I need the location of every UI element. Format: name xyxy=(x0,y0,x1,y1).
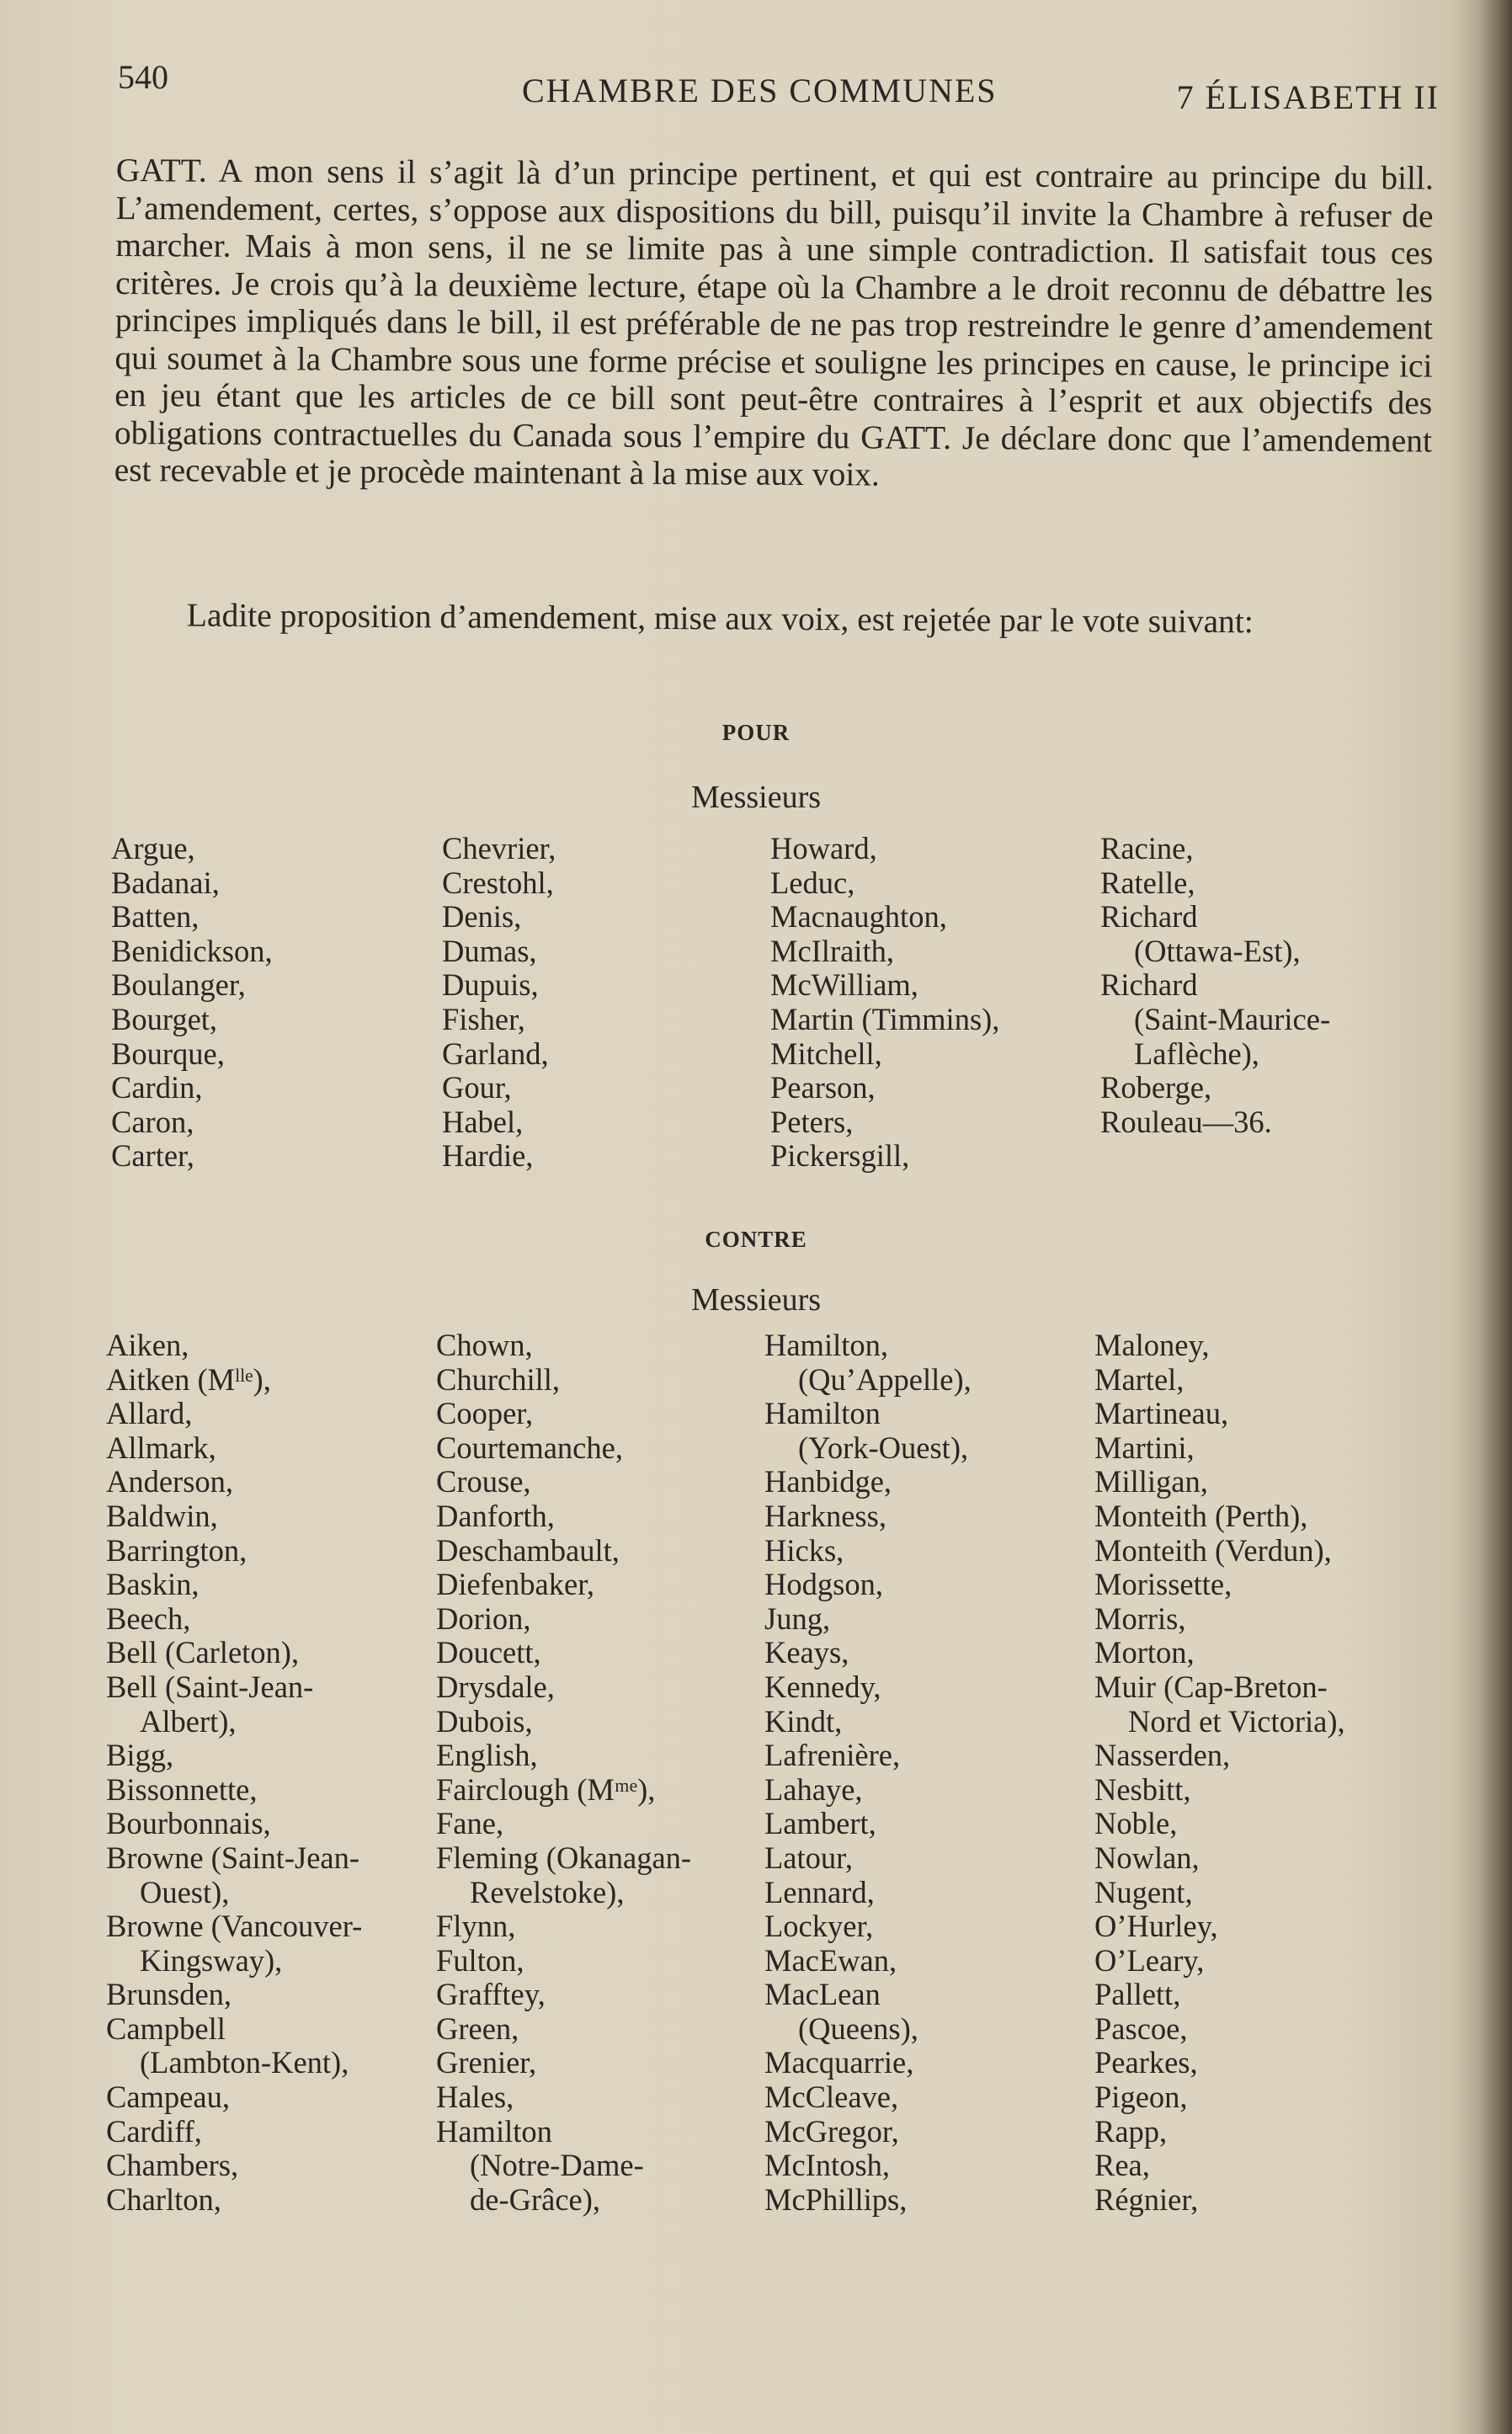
member-name: Nesbitt, xyxy=(1094,1771,1191,1807)
member-name: Roberge, xyxy=(1100,1070,1212,1105)
member-name: McPhillips, xyxy=(764,2181,908,2217)
member-name: Denis, xyxy=(442,899,522,935)
member-name: Grenier, xyxy=(436,2045,537,2080)
contre-subheading: Messieurs xyxy=(690,1282,822,1318)
member-name: Monteith (Verdun), xyxy=(1094,1532,1332,1568)
member-name: Hamilton xyxy=(764,1396,881,1431)
member-name: Campbell xyxy=(106,2011,226,2046)
member-name: Doucett, xyxy=(436,1635,541,1670)
member-name: Green, xyxy=(436,2011,519,2046)
pour-heading: POUR xyxy=(721,720,791,745)
member-name: Bourque, xyxy=(111,1036,225,1071)
member-name: Badanai, xyxy=(111,865,220,900)
member-name: McWilliam, xyxy=(770,967,918,1003)
member-name: Lockyer, xyxy=(764,1909,874,1944)
member-name: Pickersgill, xyxy=(770,1138,910,1174)
member-name: Harkness, xyxy=(764,1498,886,1533)
member-name: Kindt, xyxy=(764,1703,843,1739)
member-name: Habel, xyxy=(442,1104,524,1139)
page-number: 540 xyxy=(118,58,168,96)
member-name: Hales, xyxy=(436,2080,514,2115)
member-name: Hicks, xyxy=(764,1532,844,1568)
running-title: CHAMBRE DES COMMUNES xyxy=(522,72,998,109)
member-name: Rapp, xyxy=(1094,2113,1168,2149)
member-name: Nasserden, xyxy=(1094,1738,1231,1773)
paragraph-ruling: GATT. A mon sens il s’agit là d’un principe pertinent, et qui est contraire au principe du bill. L’amendement, certes, s’oppose aux dispositions du bill, puisqu’il invite la Chambre à refuser de marcher. Mais à mon sens, il ne se limite pas à une simple contradiction. Il satisfait tous ces critères. Je crois qu’à la deuxième lecture, étape où la Chambre a le droit reconnu de débattre les principes impliqués dans le bill, il est préférable de ne pas trop restreindre le genre d’amendement qui soumet à la Chambre sous une forme précise et souligne les principes en cause, le principe ici en jeu étant que les articles de ce bill sont peut-être contraires à l’esprit et aux objectifs des obligations contractuelles du Canada sous l’empire du GATT. Je déclare donc que l’amendement est recevable et je procède maintenant à la mise aux voix. xyxy=(114,152,1434,493)
member-name: Hamilton, xyxy=(764,1328,888,1362)
member-name: Cardin, xyxy=(111,1070,203,1105)
pour-column-4 xyxy=(1100,832,1330,1139)
member-name: (Queens), xyxy=(798,2011,918,2046)
member-name: Hardie, xyxy=(442,1138,534,1174)
member-name: de-Grâce), xyxy=(470,2181,601,2217)
paragraph-vote-intro: Ladite proposition d’amendement, mise aux voix, est rejetée par le vote suivant: xyxy=(186,596,1254,641)
member-name: Bourbonnais, xyxy=(106,1806,271,1841)
member-name: Morton, xyxy=(1094,1635,1195,1670)
member-name: Fairclough (Mᵐᵉ), xyxy=(436,1771,656,1807)
member-name: O’Leary, xyxy=(1094,1942,1205,1978)
member-name: Crestohl, xyxy=(442,865,554,900)
member-name: Boulanger, xyxy=(111,967,246,1003)
member-name: Carter, xyxy=(111,1138,194,1174)
member-name: Flynn, xyxy=(436,1909,516,1944)
member-name: Howard, xyxy=(770,831,877,865)
member-name: Chambers, xyxy=(106,2148,239,2183)
member-name: Crouse, xyxy=(436,1464,531,1499)
contre-name-columns xyxy=(0,1329,1512,2238)
member-name: Charlton, xyxy=(106,2181,221,2217)
member-name: Pascoe, xyxy=(1094,2011,1188,2046)
member-name: Nord et Victoria), xyxy=(1128,1703,1345,1739)
member-name: Dupuis, xyxy=(442,967,539,1003)
member-name: Browne (Saint-Jean- xyxy=(106,1840,360,1875)
pour-column-3 xyxy=(770,832,999,1174)
member-name: Campeau, xyxy=(106,2080,230,2115)
contre-column-4 xyxy=(1094,1329,1345,2217)
member-name: McIlraith, xyxy=(770,933,894,968)
member-name: Allard, xyxy=(106,1396,193,1431)
member-name: (Saint-Maurice- xyxy=(1134,1001,1331,1036)
member-name: Martel, xyxy=(1094,1361,1185,1397)
member-name: Morissette, xyxy=(1094,1567,1232,1602)
member-name: Bigg, xyxy=(106,1738,174,1773)
member-name: (Qu’Appelle), xyxy=(798,1361,972,1397)
member-name: Allmark, xyxy=(106,1430,216,1465)
running-right: 7 ÉLISABETH II xyxy=(1176,78,1440,116)
member-name: Martin (Timmins), xyxy=(770,1001,1000,1036)
member-name: Monteith (Perth), xyxy=(1094,1498,1308,1533)
member-name: McCleave, xyxy=(764,2080,899,2115)
contre-column-2 xyxy=(436,1329,691,2217)
member-name: Ratelle, xyxy=(1100,865,1195,900)
member-name: Pearson, xyxy=(770,1070,876,1105)
member-name: Browne (Vancouver- xyxy=(106,1909,363,1944)
member-name: Kennedy, xyxy=(764,1669,881,1704)
contre-heading: CONTRE xyxy=(705,1227,807,1252)
member-name: Muir (Cap-Breton- xyxy=(1094,1669,1328,1704)
member-name: Dubois, xyxy=(436,1703,533,1739)
pour-name-columns xyxy=(0,832,1512,1194)
member-name: Milligan, xyxy=(1094,1464,1208,1499)
member-name: Martineau, xyxy=(1094,1396,1229,1431)
member-name: Nugent, xyxy=(1094,1874,1193,1909)
member-name: Peters, xyxy=(770,1104,854,1139)
member-name: Beech, xyxy=(106,1600,191,1636)
member-name: Mitchell, xyxy=(770,1036,882,1071)
member-name: Chevrier, xyxy=(442,831,556,865)
member-name: Macnaughton, xyxy=(770,899,947,935)
member-name: Dumas, xyxy=(442,933,537,968)
member-name: Richard xyxy=(1100,899,1198,935)
member-name: Danforth, xyxy=(436,1498,555,1533)
member-name: Cooper, xyxy=(436,1396,534,1431)
member-name: Bourget, xyxy=(111,1001,218,1036)
member-name: Hanbidge, xyxy=(764,1464,892,1499)
contre-column-3 xyxy=(764,1329,972,2217)
member-name: Lahaye, xyxy=(764,1771,863,1807)
member-name: MacLean xyxy=(764,1977,881,2012)
member-name: Pallett, xyxy=(1094,1977,1181,2012)
member-name: Gour, xyxy=(442,1070,512,1105)
member-name: Pearkes, xyxy=(1094,2045,1198,2080)
member-name: Argue, xyxy=(111,831,195,865)
member-name: (Lambton-Kent), xyxy=(140,2045,349,2080)
member-name: Macquarrie, xyxy=(764,2045,914,2080)
member-name: Fulton, xyxy=(436,1942,524,1978)
member-name: Fisher, xyxy=(442,1001,525,1036)
member-name: Garland, xyxy=(442,1036,549,1071)
member-name: Albert), xyxy=(140,1703,237,1739)
member-name: Lafrenière, xyxy=(764,1738,901,1773)
member-name: Fane, xyxy=(436,1806,504,1841)
member-name: Deschambault, xyxy=(436,1532,620,1568)
member-name: Revelstoke), xyxy=(470,1874,625,1909)
member-name: Churchill, xyxy=(436,1361,560,1397)
member-name: Grafftey, xyxy=(436,1977,546,2012)
member-name: Batten, xyxy=(111,899,200,935)
pour-subheading: Messieurs xyxy=(690,780,822,815)
member-name: Lambert, xyxy=(764,1806,876,1841)
member-name: Keays, xyxy=(764,1635,849,1670)
member-name: Leduc, xyxy=(770,865,855,900)
member-name: Cardiff, xyxy=(106,2113,202,2149)
member-name: Benidickson, xyxy=(111,933,273,968)
member-name: O’Hurley, xyxy=(1094,1909,1218,1944)
member-name: Hodgson, xyxy=(764,1567,883,1602)
member-name: Rea, xyxy=(1094,2148,1150,2183)
member-name: Racine, xyxy=(1100,831,1194,865)
member-name: Bell (Carleton), xyxy=(106,1635,300,1670)
member-name: Chown, xyxy=(436,1328,533,1362)
member-name: Jung, xyxy=(764,1600,831,1636)
member-name: McGregor, xyxy=(764,2113,899,2149)
member-name: Fleming (Okanagan- xyxy=(436,1840,692,1875)
member-name: Maloney, xyxy=(1094,1328,1210,1362)
member-name: Aitken (Mˡˡᵉ), xyxy=(106,1361,271,1397)
member-name: Bell (Saint-Jean- xyxy=(106,1669,314,1704)
member-name: Latour, xyxy=(764,1840,853,1875)
member-name: Lennard, xyxy=(764,1874,875,1909)
member-name: Baskin, xyxy=(106,1567,200,1602)
member-name: Richard xyxy=(1100,967,1198,1003)
running-header xyxy=(114,52,1440,116)
member-name: Caron, xyxy=(111,1104,194,1139)
member-name: Noble, xyxy=(1094,1806,1178,1841)
member-name: Rouleau—36. xyxy=(1100,1104,1272,1139)
member-name: Aiken, xyxy=(106,1328,189,1362)
pour-column-1 xyxy=(111,832,273,1174)
member-name: Kingsway), xyxy=(140,1942,283,1978)
member-name: Dorion, xyxy=(436,1600,531,1636)
member-name: Diefenbaker, xyxy=(436,1567,595,1602)
member-name: Nowlan, xyxy=(1094,1840,1200,1875)
member-name: Ouest), xyxy=(140,1874,230,1909)
contre-column-1 xyxy=(106,1329,362,2217)
member-name: Bissonnette, xyxy=(106,1771,258,1807)
member-name: Barrington, xyxy=(106,1532,248,1568)
member-name: Courtemanche, xyxy=(436,1430,623,1465)
member-name: English, xyxy=(436,1738,538,1773)
pour-column-2 xyxy=(442,832,556,1174)
member-name: MacEwan, xyxy=(764,1942,897,1978)
member-name: Laflèche), xyxy=(1134,1036,1259,1071)
member-name: (Ottawa-Est), xyxy=(1134,933,1301,968)
member-name: (Notre-Dame- xyxy=(470,2148,644,2183)
member-name: Baldwin, xyxy=(106,1498,218,1533)
member-name: Martini, xyxy=(1094,1430,1195,1465)
member-name: Régnier, xyxy=(1094,2181,1199,2217)
member-name: Brunsden, xyxy=(106,1977,232,2012)
member-name: Pigeon, xyxy=(1094,2080,1188,2115)
member-name: McIntosh, xyxy=(764,2148,891,2183)
member-name: Hamilton xyxy=(436,2113,552,2149)
member-name: Anderson, xyxy=(106,1464,234,1499)
member-name: Morris, xyxy=(1094,1600,1186,1636)
member-name: Drysdale, xyxy=(436,1669,555,1704)
member-name: (York-Ouest), xyxy=(798,1430,969,1465)
